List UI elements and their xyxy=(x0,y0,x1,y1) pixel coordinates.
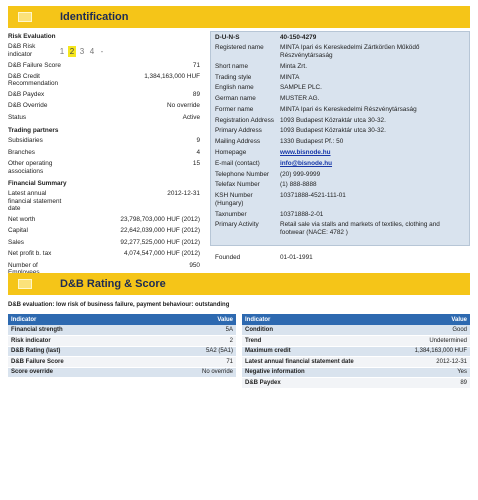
company-info-link[interactable]: www.bisnode.hu xyxy=(280,149,331,156)
info-label: Net profit b. tax xyxy=(8,250,52,258)
company-info-label: Taxnumber xyxy=(215,210,247,218)
company-info-row xyxy=(211,126,469,137)
financial-summary-heading: Financial Summary xyxy=(8,179,67,187)
indicator-cell: Maximum credit xyxy=(242,346,393,357)
value-cell: 1,384,163,000 HUF xyxy=(393,346,470,357)
company-info-label: Registered name xyxy=(215,44,264,52)
info-label: D&B Paydex xyxy=(8,91,45,99)
company-info-row xyxy=(211,72,469,83)
info-value: No override xyxy=(166,102,200,110)
info-value: 71 xyxy=(192,61,200,69)
company-info-label: Mailing Address xyxy=(215,138,261,146)
company-info-row xyxy=(211,180,469,191)
duns-row xyxy=(211,32,469,43)
info-value: Active xyxy=(182,113,200,121)
trading-partners-heading: Trading partners xyxy=(8,126,59,134)
value-cell: 71 xyxy=(148,357,236,368)
info-row xyxy=(8,226,200,237)
table-header-indicator: Indicator xyxy=(242,314,393,325)
indicator-cell: D&B Paydex xyxy=(242,378,393,389)
indicator-cell: D&B Failure Score xyxy=(8,357,148,368)
table-header-value: Value xyxy=(393,314,470,325)
table-row xyxy=(242,336,470,347)
company-info-row xyxy=(211,115,469,126)
company-info-label: Trading style xyxy=(215,73,252,81)
risk-scale-cell: 2 xyxy=(69,46,75,56)
risk-indicator-scale xyxy=(58,46,106,57)
table-row xyxy=(8,357,236,368)
value-cell: 2012-12-31 xyxy=(393,357,470,368)
company-info-label: Primary Activity xyxy=(215,221,259,229)
info-label: Number of xyxy=(8,261,38,269)
info-value: 92,277,525,000 HUF (2012) xyxy=(120,238,200,246)
value-cell: 5A xyxy=(148,325,236,336)
company-info-value: 10371888-4521-111-01 xyxy=(280,192,346,200)
company-info-label: Primary Address xyxy=(215,127,262,135)
info-label: Status xyxy=(8,113,27,121)
company-info-label: Telefax Number xyxy=(215,181,260,189)
company-info-label: Homepage xyxy=(215,149,247,156)
value-cell: 5A2 (5A1) xyxy=(148,346,236,357)
table-row xyxy=(242,367,470,378)
indicator-cell: Financial strength xyxy=(8,325,148,336)
company-info-value: (1) 888-8888 xyxy=(280,181,317,189)
company-info-label: Former name xyxy=(215,105,254,113)
financial-summary-rows xyxy=(8,189,200,279)
company-info-row xyxy=(211,83,469,94)
company-info-label: German name xyxy=(215,95,256,103)
company-info-label: Telephone Number xyxy=(215,170,269,178)
info-row xyxy=(8,90,200,101)
table-row xyxy=(242,325,470,336)
identification-header xyxy=(8,6,470,28)
table-row xyxy=(8,325,236,336)
risk-evaluation-heading: Risk Evaluation xyxy=(8,33,56,40)
risk-indicator-label: D&B Risk indicator xyxy=(8,43,36,58)
info-row xyxy=(8,147,200,158)
info-row xyxy=(8,101,200,112)
rating-table-left xyxy=(8,314,236,378)
table-header-indicator: Indicator xyxy=(8,314,148,325)
company-info-row xyxy=(211,94,469,105)
company-info-row xyxy=(211,61,469,72)
rating-header xyxy=(8,273,470,295)
rating-title: D&B Rating & Score xyxy=(60,278,166,290)
company-info-row xyxy=(211,209,469,220)
dnb-evaluation-text: D&B evaluation: low risk of business failure, payment behaviour: outstanding xyxy=(8,302,230,308)
value-cell: Yes xyxy=(393,367,470,378)
company-info-label: E-mail (contact) xyxy=(215,159,260,167)
risk-scale-cell: 3 xyxy=(79,46,85,56)
company-info-value: 1330 Budapest Pf.: 50 xyxy=(280,138,344,146)
company-info-value: SAMPLE PLC. xyxy=(280,84,322,92)
company-info-rows xyxy=(211,43,469,263)
risk-evaluation-rows xyxy=(8,60,200,124)
info-value: 89 xyxy=(192,91,200,99)
company-info-row xyxy=(211,191,469,209)
identification-title: Identification xyxy=(60,11,129,23)
info-label: Latest annual financial statement date xyxy=(8,190,62,213)
company-info-row xyxy=(211,43,469,61)
company-info-row xyxy=(211,252,469,263)
table-row xyxy=(242,346,470,357)
trading-partners-rows xyxy=(8,136,200,177)
table-row xyxy=(8,367,236,378)
company-info-value: 1093 Budapest Közraktár utca 30-32. xyxy=(280,127,386,135)
indicator-cell: Negative information xyxy=(242,367,393,378)
value-cell: Good xyxy=(393,325,470,336)
info-label: Other operating associations xyxy=(8,160,53,175)
company-info-value: MINTA xyxy=(280,73,300,81)
company-info-row xyxy=(211,147,469,158)
info-value: 22,642,039,000 HUF (2012) xyxy=(120,227,200,235)
risk-scale-cell: - xyxy=(100,46,104,56)
indicator-cell: Score override xyxy=(8,367,148,378)
company-info-label: Registration Address xyxy=(215,116,274,124)
company-info-value: Minta Zrt. xyxy=(280,62,307,70)
section-square-icon xyxy=(18,12,32,22)
company-info-box xyxy=(210,31,470,261)
table-row xyxy=(242,357,470,368)
info-value: 23,798,703,000 HUF (2012) xyxy=(120,216,200,223)
info-label: Net worth xyxy=(8,216,36,223)
info-label: Branches xyxy=(8,148,35,156)
info-label: D&B Credit Recommendation xyxy=(8,72,59,88)
indicator-cell: Trend xyxy=(242,336,393,347)
rating-table-right xyxy=(242,314,470,389)
value-cell: 89 xyxy=(393,378,470,389)
info-label: Sales xyxy=(8,238,24,246)
info-label: Subsidiaries xyxy=(8,137,43,145)
info-row xyxy=(8,112,200,123)
info-value: 4 xyxy=(196,148,200,156)
info-label: D&B Failure Score xyxy=(8,61,61,69)
info-label: D&B Override xyxy=(8,102,48,110)
info-row xyxy=(8,215,200,226)
company-info-value: MINTA Ipari és Kereskedelmi Részvénytársaság xyxy=(280,105,417,113)
identification-left-column xyxy=(8,30,200,278)
company-info-value: MINTA Ipari és Kereskedelmi Zártkörűen Működő Részvénytársaság xyxy=(280,44,420,59)
company-info-label: Founded xyxy=(215,253,241,261)
company-info-row xyxy=(211,137,469,148)
indicator-cell: Condition xyxy=(242,325,393,336)
table-header-value: Value xyxy=(148,314,236,325)
company-info-row xyxy=(211,104,469,115)
risk-indicator-row xyxy=(8,42,200,60)
indicator-cell: Risk indicator xyxy=(8,336,148,347)
info-row xyxy=(8,189,200,215)
info-row xyxy=(8,60,200,71)
company-info-row xyxy=(211,220,469,238)
info-label: Capital xyxy=(8,227,28,235)
info-value: 2012-12-31 xyxy=(167,190,200,198)
company-info-value: MUSTER AG. xyxy=(280,95,320,103)
company-info-value: Retail sale via stalls and markets of textiles, clothing and footwear (NACE: 4782 ) xyxy=(280,221,440,236)
risk-scale-cell: 4 xyxy=(89,46,95,56)
info-row xyxy=(8,136,200,147)
company-info-value: 1093 Budapest Közraktár utca 30-32. xyxy=(280,116,386,124)
company-info-row xyxy=(211,158,469,169)
company-info-row xyxy=(211,169,469,180)
value-cell: 2 xyxy=(148,336,236,347)
info-row xyxy=(8,159,200,177)
section-square-icon xyxy=(18,279,32,289)
table-row xyxy=(8,346,236,357)
info-value: 950 xyxy=(189,261,200,269)
table-row xyxy=(242,378,470,389)
info-row xyxy=(8,249,200,260)
info-value: 9 xyxy=(196,137,200,145)
value-cell: No override xyxy=(148,367,236,378)
company-info-label: KSH Number (Hungary) xyxy=(215,192,253,207)
company-info-link[interactable]: info@bisnode.hu xyxy=(280,159,333,167)
indicator-cell: D&B Rating (last) xyxy=(8,346,148,357)
duns-label: D-U-N-S xyxy=(215,33,240,41)
company-info-value: 10371888-2-01 xyxy=(280,210,324,218)
info-value: 1,384,163,000 HUF xyxy=(144,72,200,80)
risk-scale-cell: 1 xyxy=(59,46,65,56)
info-row xyxy=(8,71,200,89)
info-row xyxy=(8,237,200,248)
info-value: 4,074,547,000 HUF (2012) xyxy=(123,250,200,258)
company-info-value: (20) 999-9999 xyxy=(280,170,321,178)
indicator-cell: Latest annual financial statement date xyxy=(242,357,393,368)
value-cell: Undetermined xyxy=(393,336,470,347)
table-row xyxy=(8,336,236,347)
company-info-label: Short name xyxy=(215,62,249,70)
company-info-label: English name xyxy=(215,84,254,92)
duns-value: 40-150-4279 xyxy=(280,33,317,41)
info-value: 15 xyxy=(192,160,200,168)
company-info-value: 01-01-1991 xyxy=(280,253,313,261)
